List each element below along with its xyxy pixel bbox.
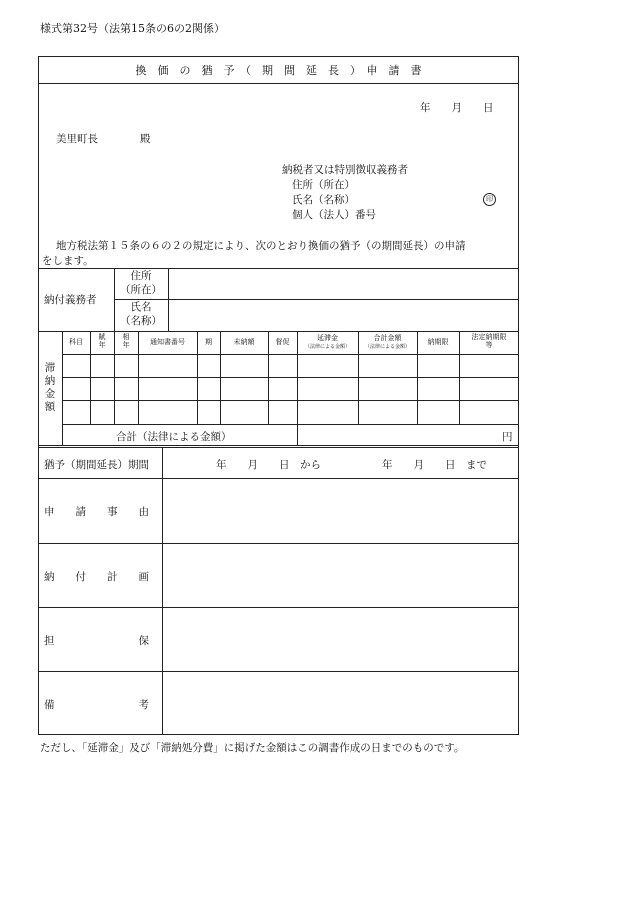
title-divider <box>38 83 519 84</box>
form-number: 様式第32号（法第15条の6の2関係） <box>40 22 225 35</box>
obligor-label: 納付義務者 <box>44 294 97 306</box>
col-tax-year: 賦 年 <box>98 333 106 349</box>
col-total-sub: （法律による金額） <box>364 344 410 350</box>
table-row <box>62 400 519 401</box>
delinquent-side-label: 滞 納 金 額 <box>44 362 56 413</box>
col-statutory-due: 法定納期限 等 <box>471 333 507 349</box>
footnote: ただし、「延滞金」及び「滞納処分費」に掲げた金額はこの調書作成の日までのものです。 <box>40 742 465 754</box>
table-row <box>62 377 519 378</box>
form-title: 換 価 の 猶 予 （ 期 間 延 長 ） 申 請 書 <box>135 64 422 77</box>
obligor-name-label: 氏名 （名称） <box>120 301 162 327</box>
obligor-address-label: 住所 （所在） <box>120 270 162 296</box>
total-label: 合計（法律による金額） <box>116 431 232 443</box>
applicant-heading: 納税者又は特別徴収義務者 <box>282 164 408 176</box>
col-item: 科目 <box>69 338 83 346</box>
reason-label: 申 請 事 由 <box>44 506 149 518</box>
seal-mark: 印 <box>483 193 496 206</box>
col-total: 合計金額 <box>373 334 402 342</box>
col-late-fee-sub: （法律による金額） <box>304 344 350 350</box>
payment-plan-label: 納 付 計 画 <box>44 571 149 583</box>
applicant-number-label: 個人（法人）番号 <box>292 209 376 221</box>
col-unpaid: 未納額 <box>233 338 255 346</box>
collateral-label: 担 保 <box>44 635 149 647</box>
col-relevant-year: 相 年 <box>122 333 130 349</box>
date-field: 年 月 日 <box>420 102 494 114</box>
col-late-fee: 延滞金 <box>317 334 338 342</box>
grace-period-from: 年 月 日 から <box>216 459 321 471</box>
applicant-address-label: 住所（所在） <box>292 179 355 191</box>
col-period: 期 <box>205 338 212 346</box>
grace-period-to: 年 月 日 まで <box>382 459 487 471</box>
grace-period-label: 猶予（期間延長）期間 <box>44 459 149 471</box>
col-notice-no: 通知書番号 <box>150 338 185 346</box>
applicant-name-label: 氏名（名称） <box>292 194 355 206</box>
remarks-label: 備 考 <box>44 699 149 711</box>
statement-line-2: をします。 <box>42 255 94 267</box>
addressee: 美里町長 殿 <box>56 133 151 145</box>
yen-unit: 円 <box>502 431 513 443</box>
table-row <box>62 354 519 355</box>
statement-line-1: 地方税法第１５条の６の２の規定により、次のとおり換価の猶予（の期間延長）の申請 <box>56 240 466 252</box>
col-demand: 督促 <box>275 338 290 346</box>
col-due-date: 納期限 <box>427 338 449 346</box>
